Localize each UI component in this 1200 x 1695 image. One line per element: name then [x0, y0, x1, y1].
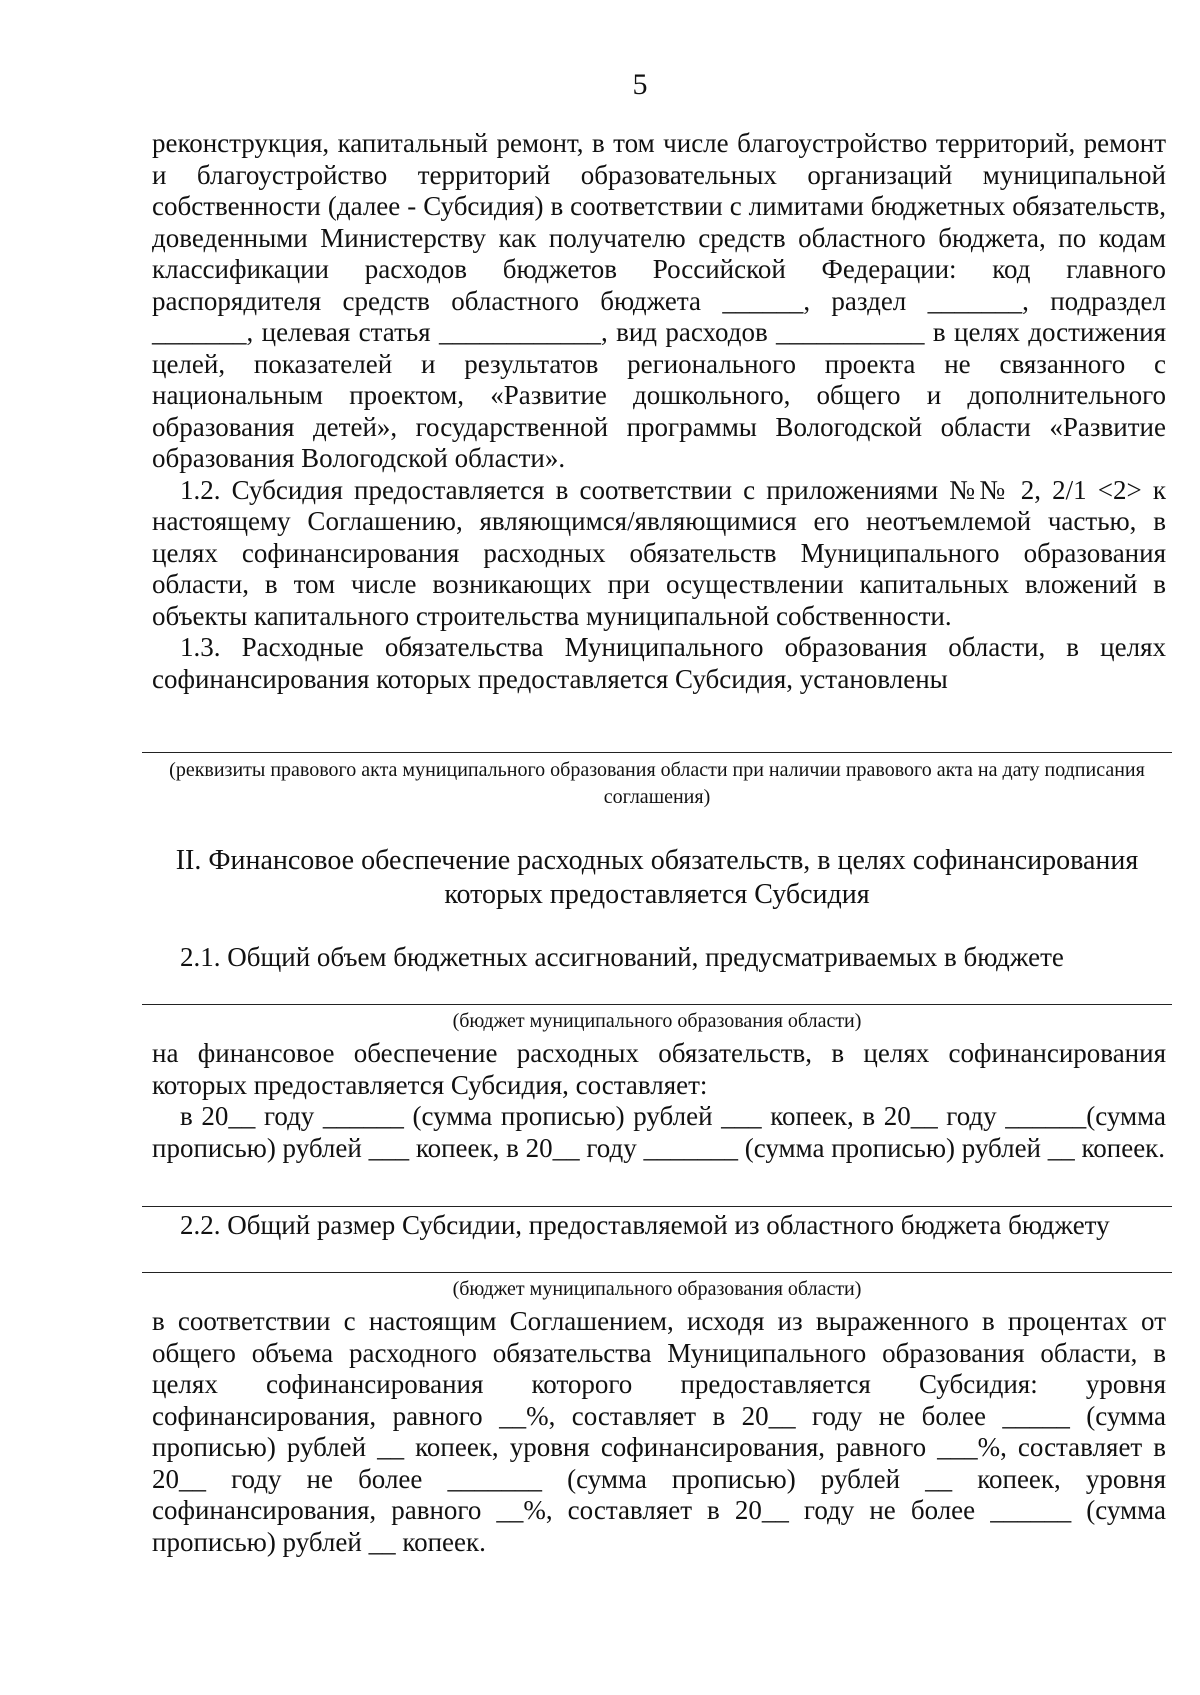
caption-legal-act: (реквизиты правового акта муниципального образования области при наличии правового акта на дату подписания соглашения): [169, 759, 1145, 808]
paragraph-1-3: 1.3. Расходные обязательства Муниципального образования области, в целях софинансирования которых предоставляется Субсидия, установлены: [152, 632, 1166, 694]
paragraph-2-2-body: в соответствии с настоящим Соглашением, исходя из выраженного в процентах от общего объема расходного обязательства Муниципального образования области, в целях софинансирования которого предоставляется Субсидия: уровня софинансирования, равного __%, составляет в 20__ году не более _____ (сумма прописью) рублей __ копеек, уровня софинансирования, равного ___%, составляет в 20__ году не более _______ (сумма прописью) рублей __ копеек, уровня софинансирования, равного __%, составляет в 20__ году не более ______ (сумма прописью) рублей __ копеек.: [152, 1306, 1166, 1557]
section-2-1-text: [152, 1038, 1166, 1164]
page-number: 5: [632, 68, 648, 101]
paragraph-intro: реконструкция, капитальный ремонт, в том числе благоустройство территорий, ремонт и благоустройство территорий образовательных организаций муниципальной собственности (далее - Субсидия) в соответствии с лимитами бюджетных обязательств, доведенными Министерству как получателю средств областного бюджета, по кодам классификации расходов бюджетов Российской Федерации: код главного распорядителя средств областного бюджета ______, раздел _______, подраздел _______, целевая статья ____________, вид расходов ___________ в целях достижения целей, показателей и результатов регионального проекта не связанного с национальным проектом, «Развитие дошкольного, общего и дополнительного образования детей», государственной программы Вологодской области «Развитие образования Вологодской области».: [152, 128, 1166, 473]
divider-line: [142, 1206, 1172, 1207]
paragraph-2-2-lead: 2.2. Общий размер Субсидии, предоставляемой из областного бюджета бюджету: [180, 1210, 1110, 1240]
section-2-heading: II. Финансовое обеспечение расходных обязательств, в целях софинансирования которых предоставляется Субсидия: [175, 845, 1139, 910]
paragraph-2-1-lead: 2.1. Общий объем бюджетных ассигнований, предусматриваемых в бюджете: [180, 942, 1064, 972]
section-2-2-text: [152, 1306, 1166, 1558]
caption-budget-1: (бюджет муниципального образования области): [452, 1010, 862, 1032]
blank-line-budget-1: [142, 1004, 1172, 1005]
paragraph-2-1-body: на финансовое обеспечение расходных обязательств, в целях софинансирования которых предоставляется Субсидия, составляет:: [152, 1038, 1166, 1100]
paragraph-1-2: 1.2. Субсидия предоставляется в соответствии с приложениями №№ 2, 2/1 <2> к настоящему Соглашению, являющимся/являющимися его неотъемлемой частью, в целях софинансирования расходных обязательств Муниципального образования области, в том числе возникающих при осуществлении капитальных вложений в объекты капитального строительства муниципальной собственности.: [152, 474, 1166, 631]
caption-budget-2: (бюджет муниципального образования области): [452, 1278, 862, 1300]
section-1-text: [152, 128, 1166, 695]
paragraph-2-1-sums: в 20__ году ______ (сумма прописью) рублей ___ копеек, в 20__ году ______(сумма прописью) рублей ___ копеек, в 20__ году _______ (сумма прописью) рублей __ копеек.: [152, 1101, 1166, 1163]
blank-line-legal-act: [142, 752, 1172, 753]
blank-line-budget-2: [142, 1272, 1172, 1273]
